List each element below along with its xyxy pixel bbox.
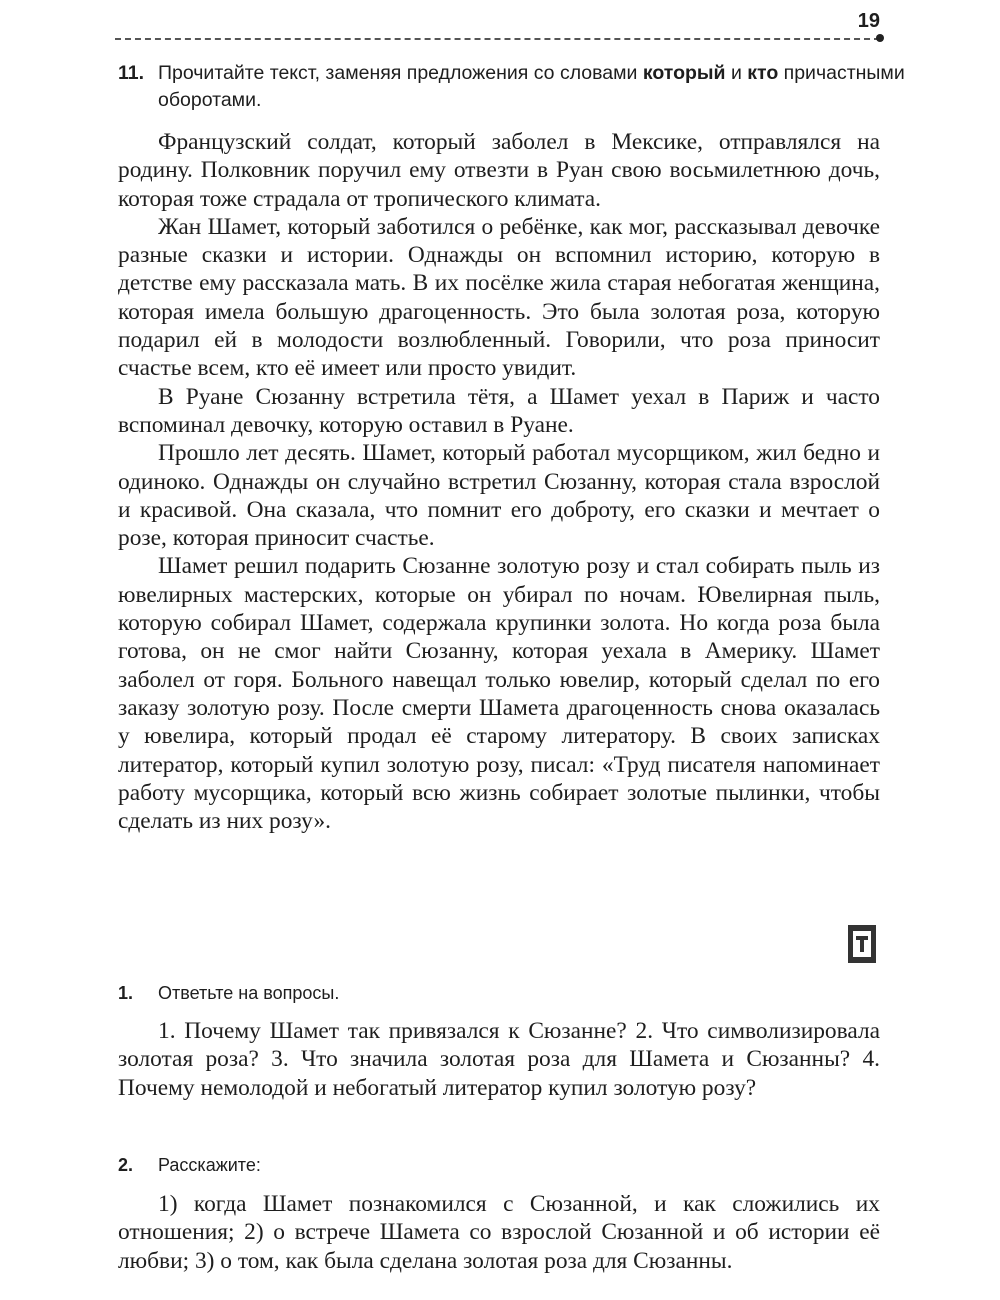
paragraph: Шамет решил подарить Сюзанне золотую розу и стал собирать пыль из ювелирных мастерских, которые он убирал по ночам. Ювелирная пыль, которую собирал Шамет, содержала крупинки золота. Но когда роза была готова, он не смог найти Сюзанну, которая уехала в Америку. Шамет заболел от горя. Больного навещал только ювелир, который сделал по его заказу золотую розу. После смерти Шамета драгоценность снова оказалась у ювелира, который продал её старому литератору. В своих записках литератор, который купил золотую розу, писал: «Труд писателя напоминает работу мусорщика, который всю жизнь собирает золотые пылинки, чтобы сделать из них розу».: [118, 553, 880, 835]
exercise-number: 11.: [118, 62, 145, 84]
paragraph: Прошло лет десять. Шамет, который работал мусорщиком, жил бедно и одиноко. Однажды он случайно встретил Сюзанну, которая стала взрослой и красивой. Она сказала, что помнит его доброту, его сказки и мечтает о розе, которая приносит счастье.: [118, 440, 880, 552]
exercise-11-instruction: [118, 60, 918, 114]
question-1-title: Ответьте на вопросы.: [158, 983, 340, 1003]
question-2-text: 1) когда Шамет познакомился с Сюзанной, и как сложились их отношения; 2) о встрече Шамета со взрослой Сюзанной и об истории её любви; 3) о том, как была сделана золотая роза для Сюзанны.: [118, 1191, 880, 1274]
question-1-heading: [118, 983, 339, 1004]
question-2-heading: [118, 1155, 261, 1176]
exercise-11-text: [118, 128, 880, 835]
header-rule: [115, 38, 880, 40]
question-2-title: Расскажите:: [158, 1155, 261, 1175]
question-2-body: [118, 1190, 880, 1275]
page-number: 19: [857, 10, 880, 32]
writing-task-icon: [848, 925, 876, 963]
instruction-keyword-2: кто: [747, 62, 779, 84]
header-rule-dot: [876, 34, 884, 42]
instruction-keyword-1: который: [642, 62, 726, 84]
instruction-and: и: [725, 62, 748, 84]
paragraph: Французский солдат, который заболел в Мексике, отправлялся на родину. Полковник поручил ему отвезти в Руан свою восьмилетнюю дочь, которая тоже страдала от тропического климата.: [118, 129, 880, 212]
question-2-number: 2.: [118, 1155, 134, 1175]
question-1-text: 1. Почему Шамет так привязался к Сюзанне? 2. Что символизировала золотая роза? 3. Что значила золотая роза для Шамета и Сюзанны? 4. Почему немолодой и небогатый литератор купил золотую розу?: [118, 1018, 880, 1101]
question-1-body: [118, 1017, 880, 1102]
instruction-text-1: Прочитайте текст, заменяя предложения со словами: [158, 62, 643, 84]
paragraph: Жан Шамет, который заботился о ребёнке, как мог, рассказывал девочке разные сказки и истории. Однажды он вспомнил историю, которую в детстве ему рассказала мать. В их посёлке жила старая небогатая женщина, которая имела большую драгоценность. Это была золотая роза, которую подарил ей в молодости возлюбленный. Говорили, что роза приносит счастье всем, кто её имеет или просто увидит.: [118, 213, 880, 382]
paragraph: В Руане Сюзанну встретила тётя, а Шамет уехал в Париж и часто вспоминал девочку, которую оставил в Руане.: [118, 383, 880, 438]
question-1-number: 1.: [118, 983, 134, 1003]
instruction-text-2: причастными оборотами.: [158, 62, 905, 111]
